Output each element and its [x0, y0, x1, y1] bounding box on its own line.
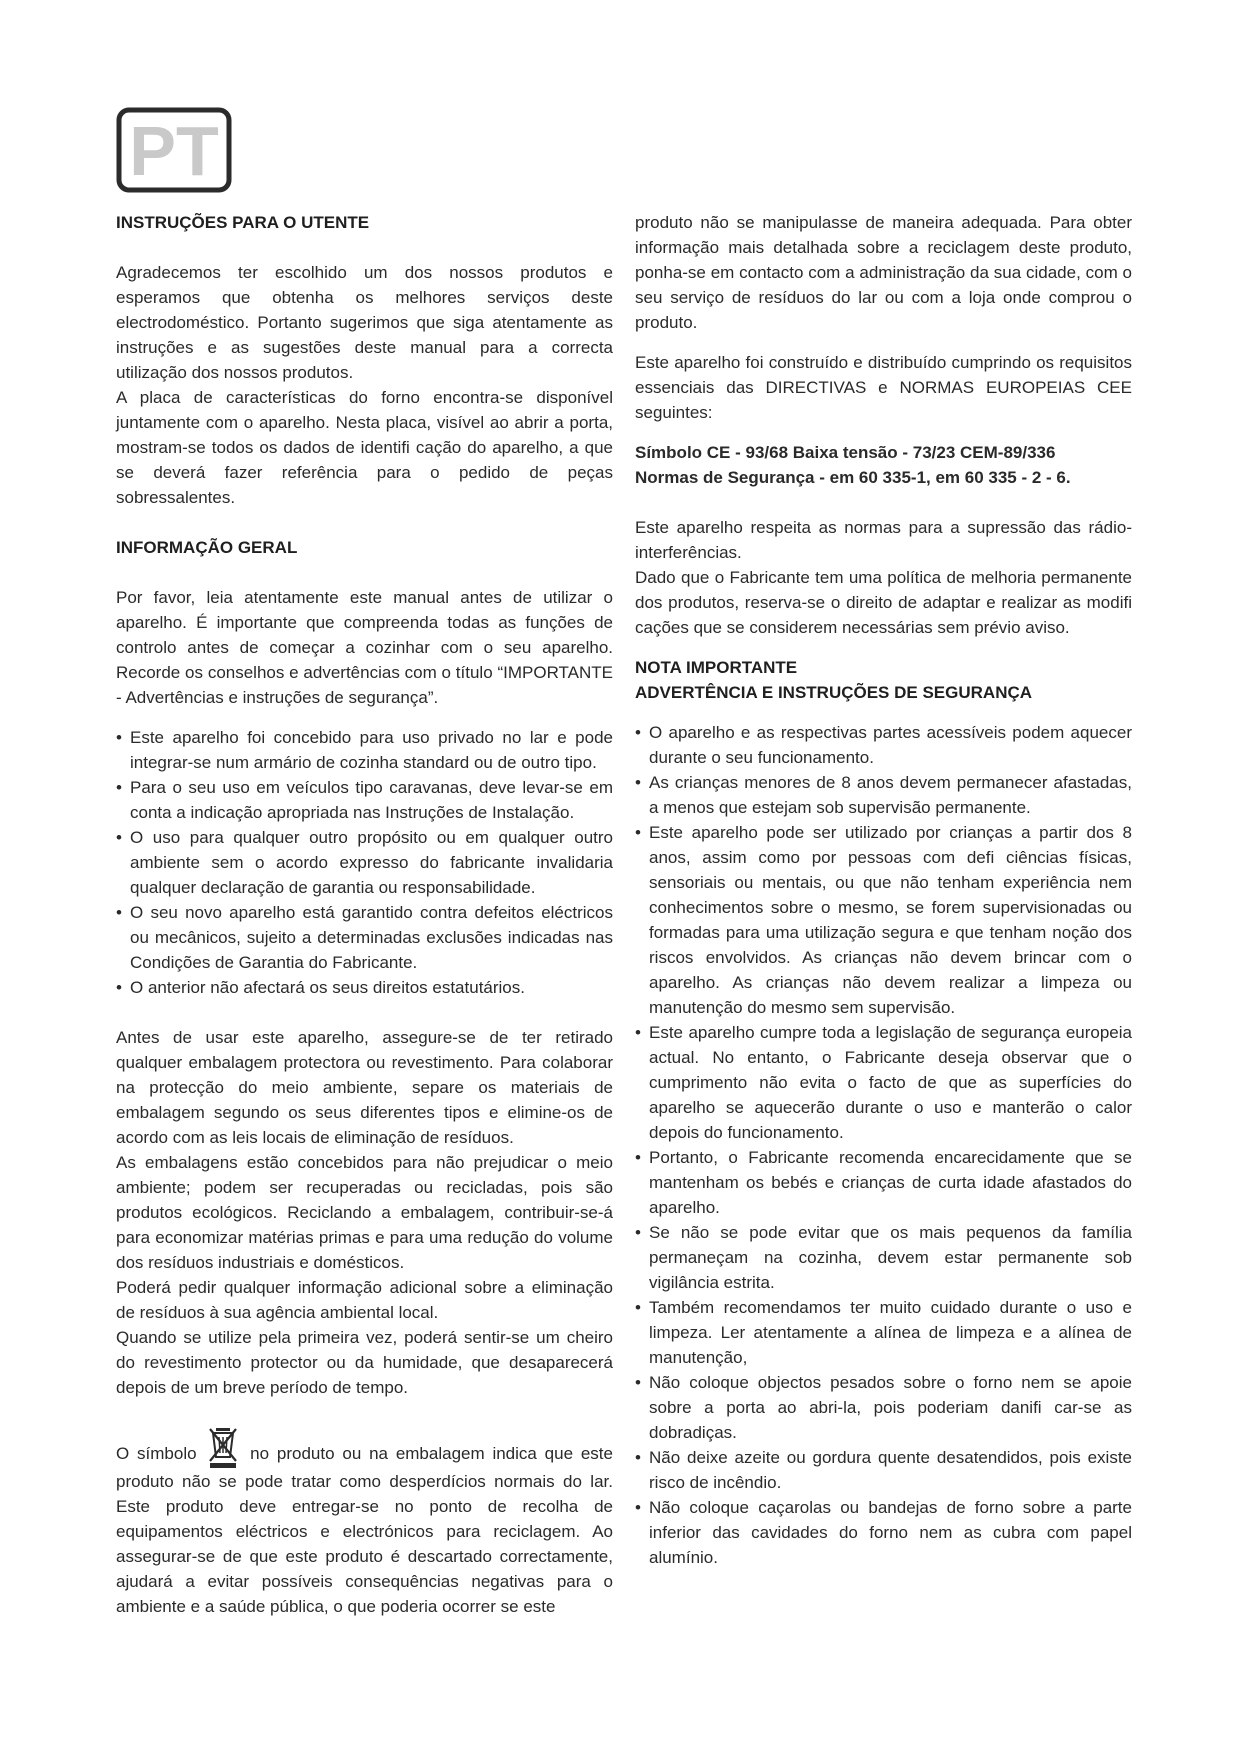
list-item: • Também recomendamos ter muito cuidado durante o uso e limpeza. Ler atentamente a alínea de limpeza e a alínea de manutenção,	[635, 1295, 1132, 1370]
left-column	[116, 210, 613, 1619]
radio-interference-paragraph: Este aparelho respeita as normas para a supressão das rádio-interferências.	[635, 518, 1132, 562]
general-paragraph: Por favor, leia atentamente este manual antes de utilizar o aparelho. É importante que compreenda todas as funções de controlo antes de começar a cozinhar com o seu aparelho. Recorde os conselhos e advertências com o título “IMPORTANTE - Advertências e instruções de segurança”.	[116, 588, 613, 707]
directives-paragraph: Este aparelho foi construído e distribuído cumprindo os requisitos essenciais das DIRECTIVAS e NORMAS EUROPEIAS CEE seguintes:	[635, 353, 1132, 422]
list-item: • O uso para qualquer outro propósito ou em qualquer outro ambiente sem o acordo expresso do fabricante invalidaria qualquer declaração de garantia ou responsabilidade.	[116, 825, 613, 900]
heading-instructions: INSTRUÇÕES PARA O UTENTE	[116, 213, 370, 232]
environment-paragraph-1: Antes de usar este aparelho, assegure-se de ter retirado qualquer embalagem protectora ou revestimento. Para colaborar na protecção do meio ambiente, separe os materiais de embalagem segundo os seus diferentes tipos e elimine-os de acordo com as leis locais de eliminação de resíduos.	[116, 1028, 613, 1147]
list-item: • Se não se pode evitar que os mais pequenos da família permaneçam na cozinha, devem estar permanente sob vigilância estrita.	[635, 1220, 1132, 1295]
environment-paragraph-2: As embalagens estão concebidos para não prejudicar o meio ambiente; podem ser recuperadas ou recicladas, pois são produtos ecológicos. Reciclando a embalagem, contribuir-se-á para economizar matérias primas e para uma redução do volume dos resíduos industriais e domésticos.	[116, 1153, 613, 1272]
general-bullet-list	[116, 725, 613, 1000]
intro-paragraph-1: Agradecemos ter escolhido um dos nossos produtos e esperamos que obtenha os melhores serviços deste electrodoméstico. Portanto sugerimos que siga atentamente as instruções e as sugestões deste manual para a correcta utilização dos nossos produtos.	[116, 263, 613, 382]
crossed-bin-icon	[208, 1425, 238, 1469]
list-item: • Não deixe azeite ou gordura quente desatendidos, pois existe risco de incêndio.	[635, 1445, 1132, 1495]
recycling-continued-paragraph: produto não se manipulasse de maneira adequada. Para obter informação mais detalhada sobre a reciclagem deste produto, ponha-se em contacto com a administração da sua cidade, com o seu serviço de resíduos do lar ou com a loja onde comprou o produto.	[635, 213, 1132, 332]
list-item: • Este aparelho foi concebido para uso privado no lar e pode integrar-se num armário de cozinha standard ou de outro tipo.	[116, 725, 613, 775]
list-item: • Este aparelho cumpre toda a legislação de segurança europeia actual. No entanto, o Fabricante deseja observar que o cumprimento não evita o facto de que as superfícies do aparelho se aquecerão durante o uso e manterão o calor depois do funcionamento.	[635, 1020, 1132, 1145]
heading-safety-warning: ADVERTÊNCIA E INSTRUÇÕES DE SEGURANÇA	[635, 683, 1033, 702]
improvement-policy-paragraph: Dado que o Fabricante tem uma política de melhoria permanente dos produtos, reserva-se o direito de adaptar e realizar as modifi cações que se considerem necessárias sem prévio aviso.	[635, 568, 1132, 637]
list-item: • Para o seu uso em veículos tipo caravanas, deve levar-se em conta a indicação apropriada nas Instruções de Instalação.	[116, 775, 613, 825]
logo-text: PT	[129, 112, 219, 190]
list-item: • O seu novo aparelho está garantido contra defeitos eléctricos ou mecânicos, sujeito a determinadas exclusões indicadas nas Condições de Garantia do Fabricante.	[116, 900, 613, 975]
right-column	[635, 210, 1132, 1570]
list-item: • As crianças menores de 8 anos devem permanecer afastadas, a menos que estejam sob supervisão permanente.	[635, 770, 1132, 820]
symbol-text-before: O símbolo	[116, 1444, 205, 1463]
list-item: • Não coloque objectos pesados sobre o forno nem se apoie sobre a porta ao abri-la, pois poderiam danifi car-se as dobradiças.	[635, 1370, 1132, 1445]
safety-bullet-list	[635, 720, 1132, 1570]
intro-paragraph-2: A placa de características do forno encontra-se disponível juntamente com o aparelho. Nesta placa, visível ao abrir a porta, mostram-se todos os dados de identifi cação do aparelho, a que se deverá fazer referência para o pedido de peças sobressalentes.	[116, 388, 613, 507]
language-logo-pt	[116, 107, 232, 193]
list-item: • Não coloque caçarolas ou bandejas de forno sobre a parte inferior das cavidades do forno nem as cubra com papel alumínio.	[635, 1495, 1132, 1570]
list-item: • O anterior não afectará os seus direitos estatutários.	[116, 975, 613, 1000]
environment-paragraph-3: Poderá pedir qualquer informação adicional sobre a eliminação de resíduos à sua agência ambiental local.	[116, 1278, 613, 1322]
symbol-text-after: no produto ou na embalagem indica que este produto não se pode tratar como desperdícios normais do lar. Este produto deve entregar-se no ponto de recolha de equipamentos eléctricos e electrónicos para reciclagem. Ao assegurar-se de que este produto é descartado correctamente, ajudará a evitar possíveis consequências negativas para o ambiente e a saúde pública, o que poderia ocorrer se este	[116, 1444, 613, 1616]
list-item: • Este aparelho pode ser utilizado por crianças a partir dos 8 anos, assim como por pessoas com defi ciências físicas, sensoriais ou mentais, ou que não tenham experiência nem conhecimentos sobre o mesmo, se forem supervisionadas ou formadas para uma utilização segura e que tenham noção dos riscos envolvidos. As crianças não devem brincar com o aparelho. As crianças não devem realizar a limpeza ou manutenção do mesmo sem supervisão.	[635, 820, 1132, 1020]
heading-important-note: NOTA IMPORTANTE	[635, 658, 798, 677]
list-item: • Portanto, o Fabricante recomenda encarecidamente que se mantenham os bebés e crianças de curta idade afastados do aparelho.	[635, 1145, 1132, 1220]
ce-symbol-line: Símbolo CE - 93/68 Baixa tensão - 73/23 CEM-89/336	[635, 443, 1056, 462]
list-item: • O aparelho e as respectivas partes acessíveis podem aquecer durante o seu funcionamento.	[635, 720, 1132, 770]
weee-symbol-paragraph	[116, 1425, 613, 1619]
environment-paragraph-4: Quando se utilize pela primeira vez, poderá sentir-se um cheiro do revestimento protector ou da humidade, que desaparecerá depois de um breve período de tempo.	[116, 1328, 613, 1397]
heading-general-info: INFORMAÇÃO GERAL	[116, 538, 298, 557]
safety-standards-line: Normas de Segurança - em 60 335-1, em 60 335 - 2 - 6.	[635, 468, 1071, 487]
